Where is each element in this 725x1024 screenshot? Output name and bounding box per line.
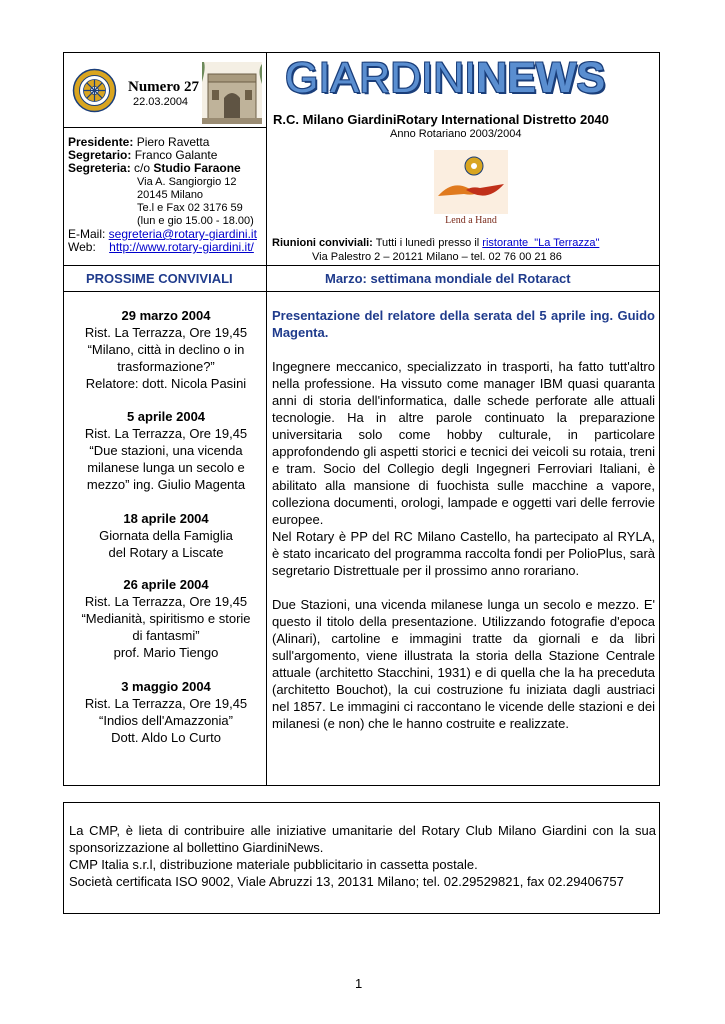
event-line: milanese lunga un secolo e — [87, 460, 245, 475]
lend-a-hand-caption: Lend a Hand — [445, 215, 497, 226]
rotary-wheel-icon — [72, 68, 117, 113]
hands-icon — [434, 150, 508, 214]
presidente-name: Piero Ravetta — [133, 135, 210, 149]
masthead-news: NEWS — [476, 54, 606, 102]
event-line: Rist. La Terrazza, Ore 19,45 — [84, 696, 248, 711]
event-line: prof. Mario Tiengo — [113, 645, 219, 660]
masthead-title — [285, 54, 605, 103]
event-5 — [65, 678, 267, 746]
masthead-giardini: GIARDINI — [285, 54, 477, 102]
header-divider — [63, 265, 660, 266]
web-line — [68, 241, 254, 254]
event-line: Dott. Aldo Lo Curto — [111, 730, 221, 745]
rotaract-heading: Marzo: settimana mondiale del Rotaract — [325, 271, 571, 286]
email-label: E-Mail: — [68, 227, 109, 241]
article — [272, 307, 655, 732]
event-date: 18 aprile 2004 — [123, 511, 209, 526]
address-line-1: Via A. Sangiorgio 12 — [137, 176, 237, 188]
meetings-line — [272, 237, 599, 249]
event-line: Giornata della Famiglia — [99, 528, 233, 543]
article-title: Presentazione del relatore della serata del 5 aprile ing. Guido Magenta. — [272, 308, 655, 340]
presidente-label: Presidente: — [68, 135, 134, 149]
segreteria-line — [68, 162, 241, 175]
event-line: “Due stazioni, una vicenda — [89, 443, 243, 458]
rotary-year: Anno Rotariano 2003/2004 — [390, 128, 522, 140]
event-date: 29 marzo 2004 — [121, 308, 211, 323]
sponsor-line-3: Società certificata ISO 9002, Viale Abruzzi 13, 20131 Milano; tel. 02.29529821, fax 02.29406757 — [69, 874, 624, 889]
event-date: 3 maggio 2004 — [121, 679, 211, 694]
event-date: 5 aprile 2004 — [126, 409, 206, 424]
event-4 — [65, 576, 267, 661]
section-header-divider — [63, 291, 660, 292]
event-date: 26 aprile 2004 — [123, 577, 209, 592]
restaurant-address: Via Palestro 2 – 20121 Milano – tel. 02 76 00 21 86 — [312, 251, 562, 263]
event-line: di fantasmi” — [132, 628, 200, 643]
event-line: trasformazione?” — [117, 359, 215, 374]
event-line: del Rotary a Liscate — [108, 545, 224, 560]
meetings-text: Tutti i lunedì presso il — [372, 237, 483, 249]
event-line: Relatore: dott. Nicola Pasini — [85, 376, 247, 391]
event-3 — [65, 510, 267, 561]
meetings-label: Riunioni conviviali: — [272, 237, 373, 249]
page-number: 1 — [355, 976, 363, 991]
web-label: Web: — [68, 240, 106, 254]
segretario-name: Franco Galante — [131, 148, 218, 162]
club-line: R.C. Milano GiardiniRotary International Distretto 2040 — [273, 112, 609, 127]
event-1 — [65, 307, 267, 392]
hours-line: (lun e gio 15.00 - 18.00) — [137, 215, 254, 227]
web-link[interactable]: http://www.rotary-giardini.it/ — [109, 240, 254, 254]
header-divider-left — [63, 127, 267, 128]
segreteria-pre: c/o — [130, 161, 154, 175]
event-line: mezzo” ing. Giulio Magenta — [86, 477, 246, 492]
address-line-2: 20145 Milano — [137, 189, 204, 201]
event-line: Rist. La Terrazza, Ore 19,45 — [84, 594, 248, 609]
segreteria-studio: Studio Faraone — [153, 161, 241, 175]
phone-line: Te.l e Fax 02 3176 59 — [137, 202, 243, 214]
email-link[interactable]: segreteria@rotary-giardini.it — [108, 227, 257, 241]
restaurant-link[interactable]: ristorante "La Terrazza" — [482, 237, 600, 249]
event-2 — [65, 408, 267, 493]
lend-a-hand-logo — [434, 150, 508, 228]
article-paragraph-3: Due Stazioni, una vicenda milanese lunga un secolo e mezzo. E' questo il titolo della presentazione. Utilizzando fotografie d'epoca (Alinari), cartoline e immagini tratte da giornali e da libri sull'argomento, viene illustrata la storia della Stazione Centrale attuale (architetto Stacchini, 1931) e di quella che la ha preceduta (architetto Bouchot), la cui costruzione fu iniziata dagli austriaci nel 1857. Le immagini ci raccontano le vicende delle stazioni e dei milanesi (e non) che le hanno costruite e realizzate. — [272, 597, 655, 731]
segretario-label: Segretario: — [68, 148, 132, 162]
issue-number: Numero 27 — [128, 79, 199, 95]
segreteria-label: Segreteria: — [68, 161, 131, 175]
sponsor-text — [69, 822, 656, 890]
issue-date: 22.03.2004 — [133, 96, 189, 108]
event-line: “Medianità, spiritismo e storie — [81, 611, 251, 626]
sponsor-line-2: CMP Italia s.r.l, distribuzione materiale pubblicitario in cassetta postale. — [69, 857, 478, 872]
city-gate-illustration — [202, 62, 262, 124]
sponsor-line-1: La CMP, è lieta di contribuire alle iniziative umanitarie del Rotary Club Milano Giardini con la sua sponsorizzazione al bollettino GiardiniNews. — [69, 823, 656, 855]
article-paragraph-1: Ingegnere meccanico, specializzato in trasporti, ha fatto tutt'altro nella professione. Ha vissuto come manager IBM quasi quaranta anni di storia dell'informatica, dalle schede perforate alle attuali tecnologie. Ha in altre parole continuato la preparazione universitaria solo come hobby culturale, in particolare approfondendo gli aspetti storici e tecnici dei veicoli su rotaia, treni e tram. Socio del Collegio degli Ingegneri Ferroviari Italiani, è abilitato alla mansione di fuochista sulle macchine a vapore, colleziona documenti, orologi, lampade e oggetti vari delle ferrovie europee. — [272, 359, 655, 527]
event-line: Rist. La Terrazza, Ore 19,45 — [84, 426, 248, 441]
event-line: Rist. La Terrazza, Ore 19,45 — [84, 325, 248, 340]
article-paragraph-2: Nel Rotary è PP del RC Milano Castello, ha partecipato al RYLA, è stato incaricato del programma raccolta fondi per PolioPlus, sarà segretario Distrettuale per il prossimo anno rorariano. — [272, 529, 655, 578]
prossime-conviviali-heading: PROSSIME CONVIVIALI — [86, 271, 233, 286]
event-line: “Indios dell'Amazzonia” — [99, 713, 233, 728]
event-line: “Milano, città in declino o in — [87, 342, 245, 357]
